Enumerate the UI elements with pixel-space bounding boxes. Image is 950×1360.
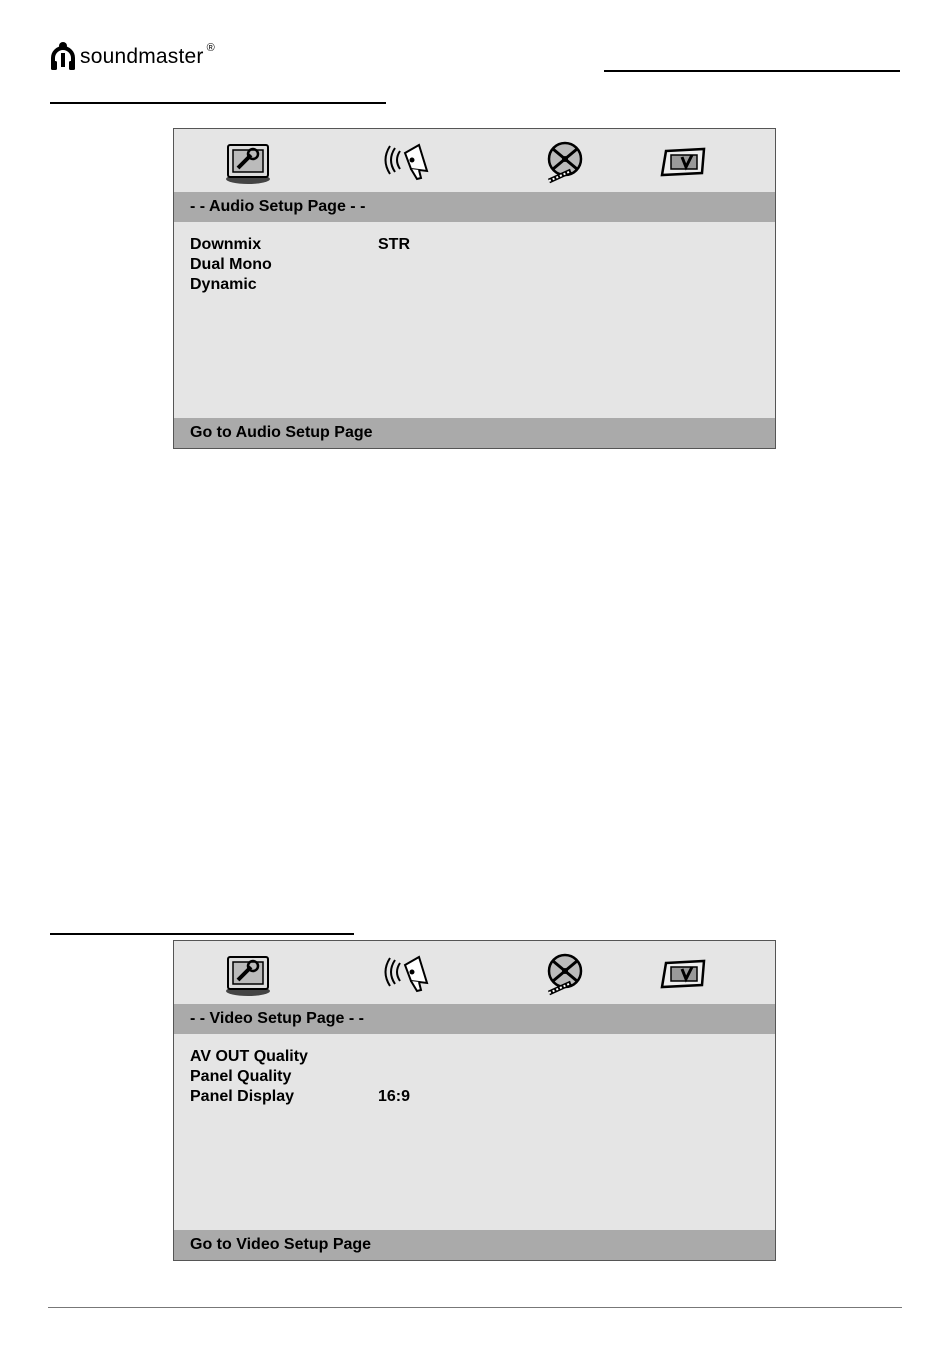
menu-item-value: STR [378,236,410,253]
general-setup-wrench-icon[interactable] [224,141,276,185]
menu-item-label: Downmix [190,236,262,253]
menu-item-value [378,275,578,295]
menu-item-label: Dual Mono [190,256,272,273]
status-bar: Go to Audio Setup Page [174,418,775,448]
page-title: - - Audio Setup Page - - [174,192,775,222]
menu-item-av-out-quality[interactable] [190,1047,750,1067]
video-menu [190,1047,750,1107]
menu-item-panel-quality[interactable] [190,1067,750,1087]
page-title: - - Video Setup Page - - [174,1004,775,1034]
menu-item-label: Panel Quality [190,1068,292,1085]
setup-tab-bar [174,941,775,1004]
video-setup-film-reel-icon[interactable] [539,953,591,997]
audio-menu [190,235,750,295]
menu-item-value [378,255,578,275]
menu-item-dynamic[interactable] [190,275,750,295]
menu-item-dual-mono[interactable] [190,255,750,275]
brand-name: soundmaster [80,45,204,68]
status-bar: Go to Video Setup Page [174,1230,775,1260]
menu-item-panel-display[interactable] [190,1087,750,1107]
registered-mark: ® [206,42,215,54]
preference-setup-icon[interactable] [658,953,710,997]
header-rule [604,70,900,72]
soundmaster-logo-icon [50,41,76,71]
setup-tab-bar [174,129,775,192]
menu-item-value [378,1067,578,1087]
audio-section-rule [50,102,386,104]
menu-item-label: AV OUT Quality [190,1048,308,1065]
video-setup-film-reel-icon[interactable] [539,141,591,185]
preference-setup-icon[interactable] [658,141,710,185]
menu-item-value: 16:9 [378,1088,411,1105]
footer-rule [48,1307,902,1308]
video-section-rule [50,933,354,935]
audio-setup-speaker-icon[interactable] [383,141,435,185]
menu-item-downmix[interactable] [190,235,750,255]
audio-setup-speaker-icon[interactable] [383,953,435,997]
general-setup-wrench-icon[interactable] [224,953,276,997]
audio-setup-screen [173,128,776,449]
menu-item-label: Panel Display [190,1088,295,1105]
video-setup-screen [173,940,776,1261]
menu-item-label: Dynamic [190,276,257,293]
menu-item-value [378,1047,578,1067]
brand-logo [50,38,215,74]
